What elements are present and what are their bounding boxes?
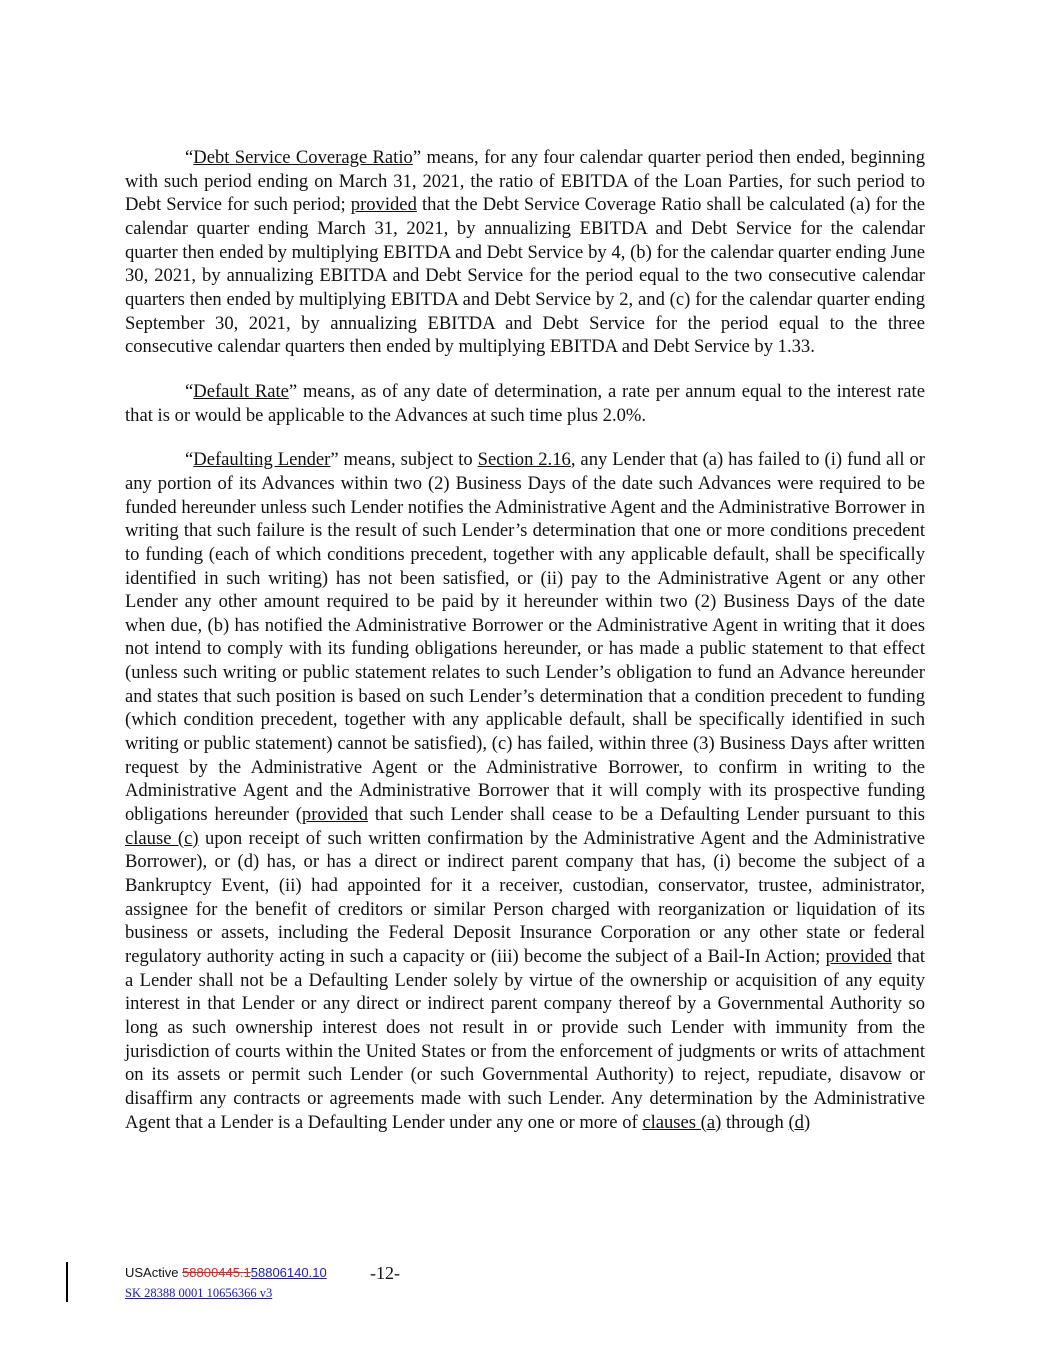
text: that such Lender shall cease to be a Defaulting Lender pursuant to this (368, 804, 925, 826)
text: ” means, as of any date of determination, a rate per annum equal to the interest rate that is or would be applicable to the Advances at such time plus 2.0%. (125, 380, 925, 426)
definition-debt-service-coverage-ratio (125, 146, 925, 359)
definition-default-rate (125, 380, 925, 427)
footer-label: USActive (125, 1265, 183, 1280)
clause-reference: (d) (788, 1111, 811, 1133)
text: ” means, subject to (330, 449, 478, 471)
defined-term: Defaulting Lender (193, 449, 331, 471)
text: through (721, 1111, 789, 1133)
provided-term: provided (825, 946, 892, 967)
page-number: -12- (370, 1263, 400, 1283)
text: ” means, for any four calendar quarter period then ended, beginning with such period ending on March 31, 2021, the ratio of EBITDA of the Loan Parties, for such period to Debt Service for such period; (125, 147, 925, 216)
defined-term: Debt Service Coverage Ratio (193, 147, 413, 168)
provided-term: provided (301, 804, 368, 826)
footer-doc-id (125, 1265, 327, 1280)
clause-reference: clauses (a) (642, 1111, 722, 1133)
doc-reference: SK 28388 0001 10656366 v3 (125, 1286, 273, 1300)
quote: “ (185, 147, 194, 168)
quote: “ (185, 449, 194, 471)
text: that the Debt Service Coverage Ratio shall be calculated (a) for the calendar quarter ending March 31, 2021, by annualizing EBITDA and Debt Service for the calendar quarter then ended by multiplying EBITDA and Debt Service by 4, (b) for the calendar quarter ending June 30, 2021, by annualizing EBITDA and Debt Service for the period equal to the two consecutive calendar quarters then ended by multiplying EBITDA and Debt Service by 2, and (c) for the calendar quarter ending September 30, 2021, by annualizing EBITDA and Debt Service for the period equal to the three consecutive calendar quarters then ended by multiplying EBITDA and Debt Service by 1.33. (125, 194, 925, 358)
text: that a Lender shall not be a Defaulting Lender solely by virtue of the ownership or acquisition of any equity interest in that Lender or any direct or indirect parent company thereof by a Governmental Authority so long as such ownership interest does not result in or provide such Lender with immunity from the jurisdiction of courts within the United States or from the enforcement of judgments or writs of attachment on its assets or permit such Lender (or such Governmental Authority) to reject, repudiate, disavow or disaffirm any contracts or agreements made with such Lender. Any determination by the Administrative Agent that a Lender is a Defaulting Lender under any one or more of (125, 946, 925, 1133)
text: upon receipt of such written confirmation by the Administrative Agent and the Administrative Borrower), or (d) has, or has a direct or indirect parent company that has, (i) become the subject of a Bankruptcy Event, (ii) had appointed for it a receiver, custodian, conservator, trustee, administrator, assignee for the benefit of creditors or similar Person charged with reorganization or liquidation of its business or assets, including the Federal Deposit Insurance Corporation or any other state or federal regulatory authority acting in such a capacity or (iii) become the subject of a Bail-In Action; (125, 827, 925, 967)
section-reference: Section 2.16 (477, 449, 571, 471)
defined-term: Default Rate (193, 380, 289, 402)
change-bar (66, 1262, 68, 1302)
provided-term: provided (350, 194, 417, 216)
inserted-doc-id: 58806140.10 (250, 1265, 327, 1280)
clause-reference: clause (c) (125, 827, 199, 849)
quote: “ (185, 380, 194, 402)
document-body (125, 146, 925, 1155)
deleted-doc-id: 58800445.1 (182, 1265, 251, 1280)
definition-defaulting-lender (125, 448, 925, 1134)
text: , any Lender that (a) has failed to (i) fund all or any portion of its Advances within two (2) Business Days of the date such Advances were required to be funded hereunder unless such Lender notifies the Administrative Agent and the Administrative Borrower in writing that such failure is the result of such Lender’s determination that one or more conditions precedent to funding (each of which conditions precedent, together with any applicable default, shall be specifically identified in such writing) has not been satisfied, or (ii) pay to the Administrative Agent or any other Lender any other amount required to be paid by it hereunder within two (2) Business Days of the date when due, (b) has notified the Administrative Borrower or the Administrative Agent in writing that it does not intend to comply with its funding obligations hereunder, or has made a public statement to that effect (unless such writing or public statement relates to such Lender’s obligation to fund an Advance hereunder and states that such position is based on such Lender’s determination that a condition precedent to funding (which condition precedent, together with any applicable default, shall be specifically identified in such writing or public statement) cannot be satisfied), (c) has failed, within three (3) Business Days after written request by the Administrative Agent or the Administrative Borrower, to confirm in writing to the Administrative Agent and the Administrative Borrower that it will comply with its prospective funding obligations hereunder ( (125, 449, 925, 826)
